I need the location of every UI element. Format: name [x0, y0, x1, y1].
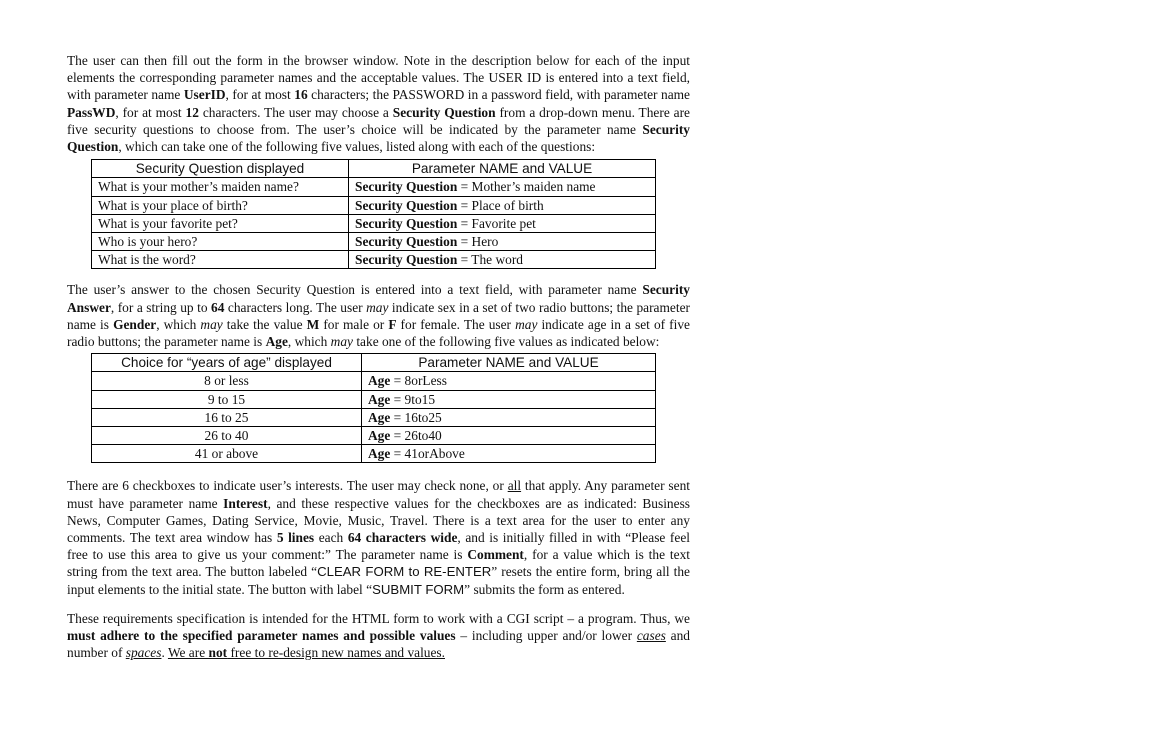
- table-row: What is the word? Security Question = The word: [92, 251, 656, 269]
- age-table: [91, 353, 656, 463]
- interests-paragraph: There are 6 checkboxes to indicate user’s interests. The user may check none, or all that apply. Any parameter sent must have parameter name Interest, and these respective values for the checkboxes are as indicated: Business News, Computer Games, Dating Service, Movie, Music, Travel. There is a text area for the user to enter any comments. The text area window has 5 lines each 64 characters wide, and is initially filled in with “Please feel free to use this area to give us your comment:” The parameter name is Comment, for a value which is the text string from the text area. The button labeled “CLEAR FORM to RE-ENTER” resets the entire form, bring all the input elements to the initial state. The button with label “SUBMIT FORM” submits the form as entered.: [67, 478, 691, 597]
- clear-form-label: CLEAR FORM to RE-ENTER: [317, 564, 492, 580]
- param-userid: UserID: [183, 87, 226, 103]
- table-row: What is your mother’s maiden name? Security Question = Mother’s maiden name: [92, 178, 656, 196]
- table-row: What is your favorite pet? Security Question = Favorite pet: [92, 214, 656, 232]
- table-row: Who is your hero? Security Question = Hero: [92, 233, 656, 251]
- requirements-paragraph: These requirements specification is intended for the HTML form to work with a CGI script – a program. Thus, we must adhere to the specified parameter names and possible values – including upper and/or lower cases and number of spaces. We are not free to re-design new names and values.: [67, 610, 690, 661]
- table-header-row: [92, 354, 656, 372]
- column-header: Parameter NAME and VALUE: [349, 160, 656, 178]
- security-answer-paragraph: The user’s answer to the chosen Security Question is entered into a text field, with parameter name Security Answer, for a string up to 64 characters long. The user may indicate sex in a set of two radio buttons; the parameter name is Gender, which may take the value M for male or F for female. The user may indicate age in a set of five radio buttons; the parameter name is Age, which may take one of the following five values as indicated below:: [67, 282, 690, 350]
- table-row: 41 or above Age = 41orAbove: [92, 445, 656, 463]
- table-row: What is your place of birth? Security Question = Place of birth: [92, 196, 656, 214]
- document-page: [67, 52, 690, 662]
- column-header: Choice for “years of age” displayed: [92, 354, 362, 372]
- table-header-row: [92, 160, 656, 178]
- submit-form-label: SUBMIT FORM: [372, 581, 465, 597]
- table-row: 26 to 40 Age = 26to40: [92, 427, 656, 445]
- security-question-table: [91, 159, 656, 269]
- table-row: 16 to 25 Age = 16to25: [92, 408, 656, 426]
- table-row: 8 or less Age = 8orLess: [92, 372, 656, 390]
- table-row: 9 to 15 Age = 9to15: [92, 390, 656, 408]
- column-header: Security Question displayed: [92, 160, 349, 178]
- intro-paragraph: The user can then fill out the form in the browser window. Note in the description below for each of the input elements the corresponding parameter names and the acceptable values. The USER ID is entered into a text field, with parameter name UserID, for at most 16 characters; the PASSWORD in a password field, with parameter name PassWD, for at most 12 characters. The user may choose a Security Question from a drop-down menu. There are five security questions to choose from. The user’s choice will be indicated by the parameter name Security Question, which can take one of the following five values, listed along with each of the questions:: [67, 53, 690, 155]
- param-passwd: PassWD: [67, 104, 116, 120]
- column-header: Parameter NAME and VALUE: [362, 354, 656, 372]
